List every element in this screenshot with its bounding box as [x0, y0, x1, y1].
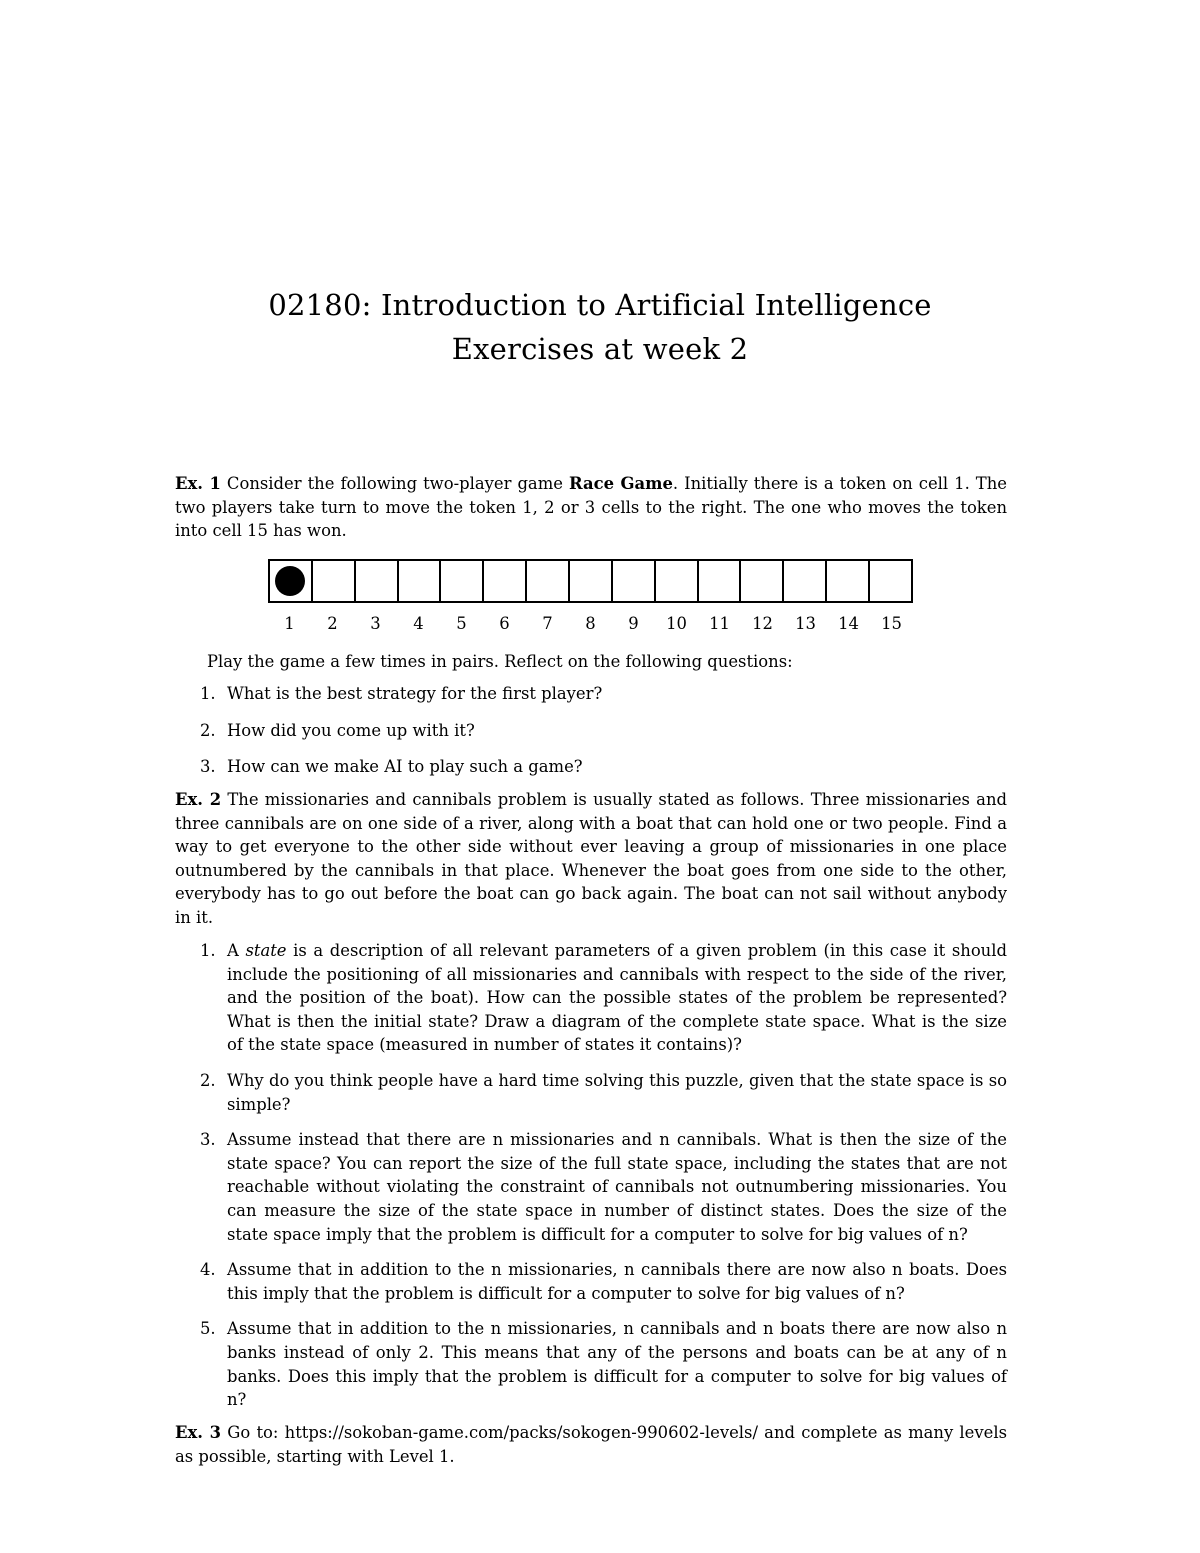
board-cell — [613, 561, 656, 601]
board-cell — [741, 561, 784, 601]
cell-number-label: 1 — [284, 614, 295, 633]
question-text: Assume that in addition to the n missionaries, n cannibals there are now also n boats. Does this imply that the problem is difficult for a computer to solve for big values of n? — [227, 1260, 1007, 1303]
exercise-1-intro: Play the game a few times in pairs. Reflect on the following questions: — [207, 652, 793, 671]
board-cell — [313, 561, 356, 601]
exercise-2-text: The missionaries and cannibals problem is usually stated as follows. Three missionaries and three cannibals are on one side of a river, along with a boat that can hold one or two people. Find a way to get everyone to the other side without ever leaving a group of missionaries in one place outnumbered by the cannibals in that place. Whenever the boat goes from one side to the other, everybody has to go out before the boat can go back again. The boat can not sail without anybody in it. — [175, 790, 1008, 927]
token-icon — [275, 566, 305, 596]
cell-number-label: 6 — [499, 614, 510, 633]
question-item — [175, 939, 1007, 1057]
document-title — [0, 283, 1200, 371]
exercise-1-paragraph — [175, 472, 1007, 543]
board-cell — [356, 561, 399, 601]
question-item — [175, 719, 1007, 743]
board-cell — [827, 561, 870, 601]
exercise-1-text-a: Consider the following two-player game — [220, 474, 569, 493]
cell-number-label: 7 — [542, 614, 553, 633]
question-number: 1. — [200, 684, 216, 703]
cell-number-label: 15 — [881, 614, 902, 633]
question-number: 5. — [200, 1319, 216, 1339]
cell-number-label: 14 — [838, 614, 859, 633]
question-text: How did you come up with it? — [227, 720, 475, 740]
exercise-3-text-a: Go to: — [221, 1423, 285, 1442]
question-item — [175, 1317, 1007, 1411]
board-cell — [870, 561, 911, 601]
board-cell — [270, 561, 313, 601]
board-cell — [656, 561, 699, 601]
board-cell — [484, 561, 527, 601]
question-number: 3. — [200, 1130, 216, 1150]
exercise-3-text-b: and complete as many levels as possible, starting with Level 1. — [175, 1423, 1007, 1466]
question-text: How can we make AI to play such a game? — [227, 757, 583, 777]
race-board-cell-labels — [268, 614, 913, 633]
cell-number-label: 5 — [456, 614, 467, 633]
question-number: 4. — [200, 1260, 216, 1280]
cell-number-label: 3 — [370, 614, 381, 633]
race-game-name: Race Game — [568, 474, 673, 493]
exercise-2-paragraph — [175, 788, 1007, 930]
race-game-board — [268, 559, 913, 603]
board-cell — [570, 561, 613, 601]
sokoban-url[interactable]: https://sokoban-game.com/packs/sokogen-990602-levels/ — [284, 1423, 758, 1442]
question-item — [175, 682, 1007, 706]
exercise-2-questions — [175, 939, 1007, 1424]
question-number: 2. — [200, 720, 216, 740]
board-cell — [699, 561, 742, 601]
question-text: Assume instead that there are n missionaries and n cannibals. What is then the size of the state space? You can report the size of the full state space, including the states that are not reachable without violating the constraint of cannibals not outnumbering missionaries. You can measure the size of the state space in number of distinct states. Does the size of the state space imply that the problem is difficult for a computer to solve for big values of n? — [227, 1130, 1007, 1244]
cell-number-label: 13 — [795, 614, 816, 633]
course-title: 02180: Introduction to Artificial Intelligence — [268, 288, 932, 322]
exercise-2-label: Ex. 2 — [175, 790, 222, 809]
cell-number-label: 9 — [628, 614, 639, 633]
question-text: Assume that in addition to the n missionaries, n cannibals and n boats there are now also n banks instead of only 2. This means that any of the persons and boats can be at any of n banks. Does this imply that the problem is difficult for a computer to solve for big values of n? — [227, 1319, 1007, 1410]
question-text-continued: is a description of all relevant parameters of a given problem (in this case it should include the positioning of all missionaries and cannibals with respect to the side of the river, and the position of the boat). How can the possible states of the problem be represented? What is then the initial state? Draw a diagram of the complete state space. What is the size of the state space (measured in number of states it contains)? — [227, 941, 1007, 1055]
exercise-1-questions — [175, 682, 1007, 792]
question-text: A — [227, 941, 246, 960]
week-subtitle: Exercises at week 2 — [451, 332, 749, 366]
exercise-1-label: Ex. 1 — [175, 474, 221, 493]
board-cell — [441, 561, 484, 601]
question-number: 3. — [200, 757, 216, 777]
cell-number-label: 2 — [327, 614, 338, 633]
question-item — [175, 755, 1007, 779]
question-text: Why do you think people have a hard time solving this puzzle, given that the state space is so simple? — [227, 1070, 1007, 1114]
question-item — [175, 1128, 1007, 1246]
question-text: What is the best strategy for the first player? — [227, 684, 603, 703]
exercise-3-paragraph — [175, 1421, 1007, 1468]
question-number: 1. — [200, 941, 216, 960]
question-item — [175, 1258, 1007, 1305]
board-cell — [784, 561, 827, 601]
question-item — [175, 1069, 1007, 1116]
cell-number-label: 12 — [752, 614, 773, 633]
cell-number-label: 4 — [413, 614, 424, 633]
board-cell — [527, 561, 570, 601]
exercise-3-label: Ex. 3 — [175, 1423, 222, 1442]
emphasized-term: state — [245, 941, 287, 960]
cell-number-label: 11 — [709, 614, 730, 633]
cell-number-label: 10 — [666, 614, 687, 633]
cell-number-label: 8 — [585, 614, 596, 633]
board-cell — [399, 561, 442, 601]
question-number: 2. — [200, 1070, 216, 1090]
exercise-1-text-b: . Initially there is a token on cell 1. The two players take turn to move the token 1, 2 or 3 cells to the right. The one who moves the token into cell 15 has won. — [175, 474, 1007, 541]
